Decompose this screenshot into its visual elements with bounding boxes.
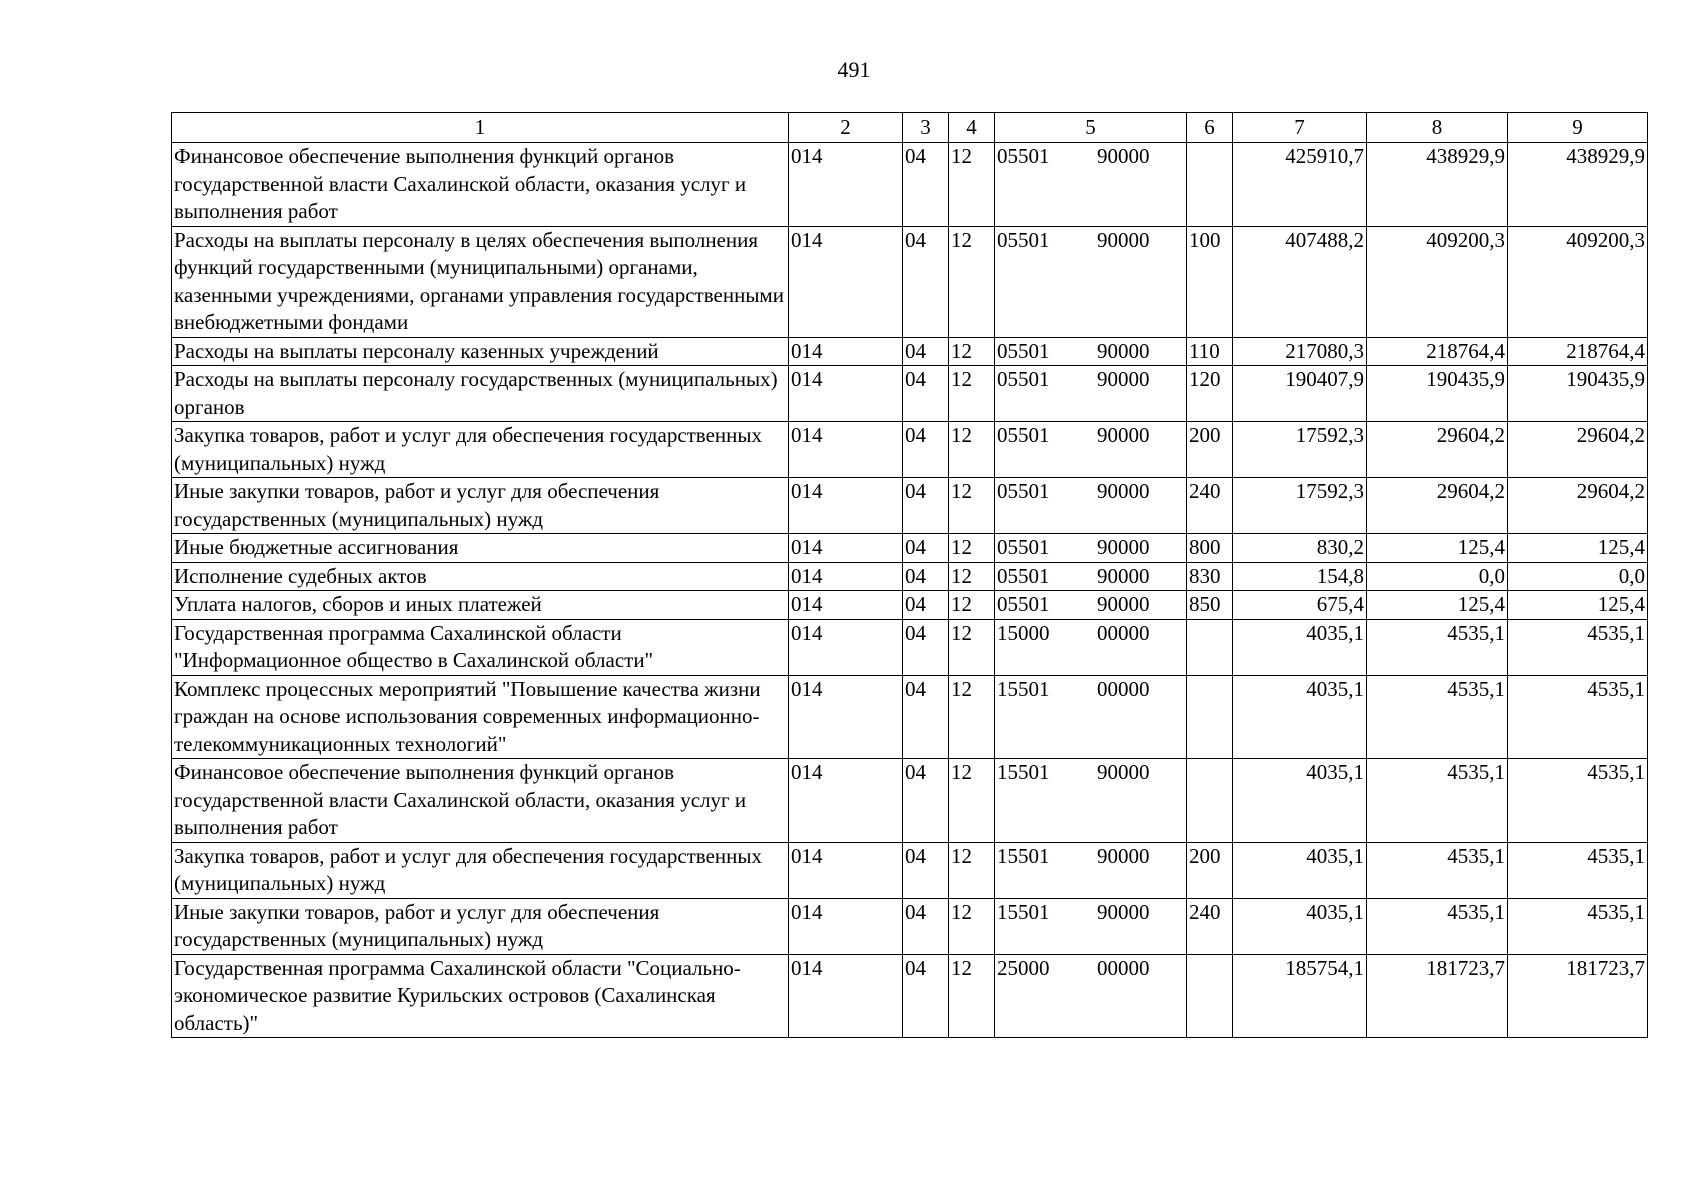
expense-name-cell: Государственная программа Сахалинской области "Информационное общество в Сахалинской области"	[172, 619, 789, 675]
target-article-cell	[995, 143, 1187, 227]
section-code-cell: 04	[903, 534, 949, 563]
target-article-direction: 90000	[1097, 592, 1150, 616]
table-row	[172, 759, 1648, 843]
expense-name-cell: Расходы на выплаты персоналу государственных (муниципальных) органов	[172, 366, 789, 422]
amount-col8-cell: 29604,2	[1367, 422, 1508, 478]
subsection-code-cell: 12	[949, 422, 995, 478]
amount-col8-cell: 0,0	[1367, 562, 1508, 591]
expense-name-cell: Расходы на выплаты персоналу в целях обеспечения выполнения функций государственными (муниципальными) органами, казенными учреждениями, органами управления государственными внебюджетными фондами	[172, 226, 789, 337]
amount-col8-cell: 4535,1	[1367, 898, 1508, 954]
amount-col7-cell: 17592,3	[1233, 422, 1367, 478]
amount-col8-cell: 125,4	[1367, 591, 1508, 620]
amount-col7-cell: 4035,1	[1233, 759, 1367, 843]
header-cell: 9	[1508, 113, 1648, 143]
amount-col7-cell: 154,8	[1233, 562, 1367, 591]
target-article-direction: 90000	[1097, 227, 1150, 252]
expense-type-cell	[1187, 619, 1233, 675]
table-row	[172, 619, 1648, 675]
amount-col7-cell: 4035,1	[1233, 898, 1367, 954]
expense-type-cell: 200	[1187, 842, 1233, 898]
target-article-program: 05501	[997, 367, 1050, 391]
subsection-code-cell: 12	[949, 534, 995, 563]
amount-col9-cell: 29604,2	[1508, 478, 1648, 534]
subsection-code-cell: 12	[949, 337, 995, 366]
amount-col8-cell: 125,4	[1367, 534, 1508, 563]
amount-col9-cell: 409200,3	[1508, 226, 1648, 337]
amount-col7-cell: 4035,1	[1233, 619, 1367, 675]
ministry-code-cell: 014	[789, 337, 903, 366]
target-article-direction: 90000	[1097, 535, 1150, 559]
target-article-cell	[995, 619, 1187, 675]
target-article-cell	[995, 759, 1187, 843]
subsection-code-cell: 12	[949, 562, 995, 591]
subsection-code-cell: 12	[949, 591, 995, 620]
section-code-cell: 04	[903, 143, 949, 227]
table-row	[172, 898, 1648, 954]
section-code-cell: 04	[903, 954, 949, 1038]
expense-name-cell: Государственная программа Сахалинской области "Социально-экономическое развитие Курильских островов (Сахалинская область)"	[172, 954, 789, 1038]
target-article-cell	[995, 954, 1187, 1038]
amount-col8-cell: 29604,2	[1367, 478, 1508, 534]
amount-col8-cell: 409200,3	[1367, 226, 1508, 337]
expense-type-cell	[1187, 759, 1233, 843]
subsection-code-cell: 12	[949, 478, 995, 534]
expense-name-cell: Иные закупки товаров, работ и услуг для обеспечения государственных (муниципальных) нужд	[172, 898, 789, 954]
target-article-direction: 90000	[1097, 760, 1150, 784]
ministry-code-cell: 014	[789, 226, 903, 337]
header-cell: 7	[1233, 113, 1367, 143]
header-row	[172, 113, 1648, 143]
subsection-code-cell: 12	[949, 366, 995, 422]
amount-col7-cell: 4035,1	[1233, 842, 1367, 898]
amount-col8-cell: 4535,1	[1367, 675, 1508, 759]
budget-table	[171, 112, 1648, 1038]
target-article-program: 05501	[997, 592, 1050, 616]
expense-name-cell: Комплекс процессных мероприятий "Повышение качества жизни граждан на основе использования современных информационно-телекоммуникационных технологий"	[172, 675, 789, 759]
amount-col9-cell: 181723,7	[1508, 954, 1648, 1038]
target-article-program: 25000	[997, 955, 1050, 980]
target-article-direction: 90000	[1097, 367, 1150, 391]
amount-col7-cell: 675,4	[1233, 591, 1367, 620]
amount-col9-cell: 29604,2	[1508, 422, 1648, 478]
expense-type-cell	[1187, 143, 1233, 227]
expense-name-cell: Уплата налогов, сборов и иных платежей	[172, 591, 789, 620]
ministry-code-cell: 014	[789, 898, 903, 954]
amount-col9-cell: 125,4	[1508, 534, 1648, 563]
amount-col9-cell: 0,0	[1508, 562, 1648, 591]
table-row	[172, 226, 1648, 337]
target-article-direction: 90000	[1097, 144, 1150, 168]
target-article-program: 15501	[997, 676, 1050, 701]
amount-col9-cell: 190435,9	[1508, 366, 1648, 422]
section-code-cell: 04	[903, 422, 949, 478]
ministry-code-cell: 014	[789, 619, 903, 675]
amount-col7-cell: 17592,3	[1233, 478, 1367, 534]
amount-col9-cell: 218764,4	[1508, 337, 1648, 366]
amount-col8-cell: 438929,9	[1367, 143, 1508, 227]
expense-type-cell: 200	[1187, 422, 1233, 478]
ministry-code-cell: 014	[789, 478, 903, 534]
target-article-direction: 90000	[1097, 338, 1150, 363]
section-code-cell: 04	[903, 337, 949, 366]
ministry-code-cell: 014	[789, 954, 903, 1038]
amount-col7-cell: 185754,1	[1233, 954, 1367, 1038]
expense-type-cell: 830	[1187, 562, 1233, 591]
ministry-code-cell: 014	[789, 591, 903, 620]
ministry-code-cell: 014	[789, 675, 903, 759]
target-article-direction: 00000	[1097, 620, 1150, 645]
ministry-code-cell: 014	[789, 842, 903, 898]
page-number: 491	[837, 57, 871, 82]
target-article-program: 05501	[997, 423, 1050, 447]
target-article-cell	[995, 337, 1187, 366]
amount-col7-cell: 425910,7	[1233, 143, 1367, 227]
table-row	[172, 366, 1648, 422]
target-article-direction: 90000	[1097, 479, 1150, 503]
amount-col7-cell: 407488,2	[1233, 226, 1367, 337]
table-row	[172, 534, 1648, 563]
expense-type-cell: 100	[1187, 226, 1233, 337]
subsection-code-cell: 12	[949, 759, 995, 843]
target-article-cell	[995, 366, 1187, 422]
target-article-cell	[995, 478, 1187, 534]
amount-col8-cell: 190435,9	[1367, 366, 1508, 422]
table-row	[172, 954, 1648, 1038]
amount-col9-cell: 4535,1	[1508, 675, 1648, 759]
target-article-direction: 90000	[1097, 899, 1150, 924]
table-row	[172, 675, 1648, 759]
section-code-cell: 04	[903, 759, 949, 843]
target-article-direction: 90000	[1097, 843, 1150, 868]
subsection-code-cell: 12	[949, 226, 995, 337]
expense-type-cell: 240	[1187, 478, 1233, 534]
target-article-program: 05501	[997, 563, 1050, 588]
ministry-code-cell: 014	[789, 422, 903, 478]
target-article-cell	[995, 226, 1187, 337]
expense-name-cell: Закупка товаров, работ и услуг для обеспечения государственных (муниципальных) нужд	[172, 422, 789, 478]
subsection-code-cell: 12	[949, 143, 995, 227]
section-code-cell: 04	[903, 591, 949, 620]
header-cell: 6	[1187, 113, 1233, 143]
expense-name-cell: Финансовое обеспечение выполнения функций органов государственной власти Сахалинской области, оказания услуг и выполнения работ	[172, 143, 789, 227]
target-article-program: 15501	[997, 899, 1050, 924]
expense-name-cell: Иные бюджетные ассигнования	[172, 534, 789, 563]
amount-col8-cell: 181723,7	[1367, 954, 1508, 1038]
header-cell: 1	[172, 113, 789, 143]
table-row	[172, 143, 1648, 227]
amount-col9-cell: 4535,1	[1508, 898, 1648, 954]
section-code-cell: 04	[903, 898, 949, 954]
header-cell: 3	[903, 113, 949, 143]
target-article-program: 05501	[997, 535, 1050, 559]
target-article-program: 05501	[997, 144, 1050, 168]
amount-col8-cell: 4535,1	[1367, 619, 1508, 675]
ministry-code-cell: 014	[789, 366, 903, 422]
target-article-program: 15501	[997, 843, 1050, 868]
target-article-cell	[995, 675, 1187, 759]
subsection-code-cell: 12	[949, 842, 995, 898]
target-article-cell	[995, 534, 1187, 563]
expense-name-cell: Иные закупки товаров, работ и услуг для обеспечения государственных (муниципальных) нужд	[172, 478, 789, 534]
expense-name-cell: Закупка товаров, работ и услуг для обеспечения государственных (муниципальных) нужд	[172, 842, 789, 898]
expense-type-cell: 800	[1187, 534, 1233, 563]
target-article-cell	[995, 842, 1187, 898]
table-row	[172, 842, 1648, 898]
target-article-cell	[995, 591, 1187, 620]
expense-type-cell: 240	[1187, 898, 1233, 954]
section-code-cell: 04	[903, 842, 949, 898]
amount-col8-cell: 4535,1	[1367, 842, 1508, 898]
amount-col7-cell: 830,2	[1233, 534, 1367, 563]
expense-type-cell	[1187, 675, 1233, 759]
amount-col7-cell: 190407,9	[1233, 366, 1367, 422]
section-code-cell: 04	[903, 562, 949, 591]
table-row	[172, 478, 1648, 534]
amount-col8-cell: 4535,1	[1367, 759, 1508, 843]
target-article-program: 05501	[997, 338, 1050, 363]
table-row	[172, 562, 1648, 591]
table-row	[172, 422, 1648, 478]
expense-type-cell: 120	[1187, 366, 1233, 422]
header-cell: 2	[789, 113, 903, 143]
target-article-program: 15000	[997, 620, 1050, 645]
amount-col9-cell: 438929,9	[1508, 143, 1648, 227]
target-article-cell	[995, 562, 1187, 591]
subsection-code-cell: 12	[949, 898, 995, 954]
amount-col9-cell: 4535,1	[1508, 842, 1648, 898]
amount-col9-cell: 4535,1	[1508, 759, 1648, 843]
expense-type-cell: 850	[1187, 591, 1233, 620]
ministry-code-cell: 014	[789, 534, 903, 563]
amount-col7-cell: 4035,1	[1233, 675, 1367, 759]
header-cell: 8	[1367, 113, 1508, 143]
target-article-direction: 00000	[1097, 955, 1150, 980]
section-code-cell: 04	[903, 366, 949, 422]
target-article-program: 15501	[997, 760, 1050, 784]
subsection-code-cell: 12	[949, 954, 995, 1038]
table-row	[172, 337, 1648, 366]
section-code-cell: 04	[903, 226, 949, 337]
header-cell: 4	[949, 113, 995, 143]
amount-col8-cell: 218764,4	[1367, 337, 1508, 366]
expense-name-cell: Исполнение судебных актов	[172, 562, 789, 591]
target-article-cell	[995, 898, 1187, 954]
amount-col9-cell: 125,4	[1508, 591, 1648, 620]
expense-type-cell	[1187, 954, 1233, 1038]
expense-name-cell: Финансовое обеспечение выполнения функций органов государственной власти Сахалинской области, оказания услуг и выполнения работ	[172, 759, 789, 843]
expense-type-cell: 110	[1187, 337, 1233, 366]
ministry-code-cell: 014	[789, 562, 903, 591]
target-article-program: 05501	[997, 227, 1050, 252]
target-article-direction: 90000	[1097, 563, 1150, 588]
header-cell: 5	[995, 113, 1187, 143]
table-row	[172, 591, 1648, 620]
ministry-code-cell: 014	[789, 143, 903, 227]
ministry-code-cell: 014	[789, 759, 903, 843]
subsection-code-cell: 12	[949, 619, 995, 675]
amount-col9-cell: 4535,1	[1508, 619, 1648, 675]
expense-name-cell: Расходы на выплаты персоналу казенных учреждений	[172, 337, 789, 366]
target-article-program: 05501	[997, 479, 1050, 503]
target-article-cell	[995, 422, 1187, 478]
section-code-cell: 04	[903, 478, 949, 534]
subsection-code-cell: 12	[949, 675, 995, 759]
amount-col7-cell: 217080,3	[1233, 337, 1367, 366]
target-article-direction: 90000	[1097, 423, 1150, 447]
section-code-cell: 04	[903, 675, 949, 759]
target-article-direction: 00000	[1097, 676, 1150, 701]
section-code-cell: 04	[903, 619, 949, 675]
